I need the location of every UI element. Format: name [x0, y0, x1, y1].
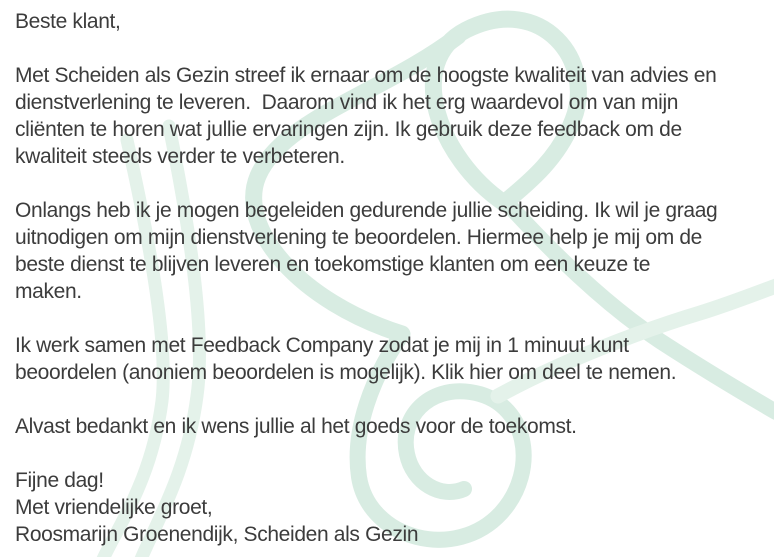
signature-line: Roosmarijn Groenendijk, Scheiden als Gezin	[15, 523, 419, 546]
paragraph-quality	[15, 62, 772, 170]
letter-line: maken.	[15, 280, 82, 303]
letter-line: uitnodigen om mijn dienstverlening te beoordelen. Hiermee help je mij om de	[15, 226, 702, 249]
closing-line: Met vriendelijke groet,	[15, 496, 213, 519]
letter-line: Ik werk samen met Feedback Company zodat je mij in 1 minuut kunt	[15, 334, 629, 357]
letter-body	[15, 8, 772, 548]
paragraph-invitation	[15, 197, 772, 305]
salutation-paragraph	[15, 8, 772, 35]
letter-line: Met Scheiden als Gezin streef ik ernaar om de hoogste kwaliteit van advies en	[15, 64, 717, 87]
salutation: Beste klant,	[15, 10, 121, 33]
letter-line: Onlangs heb ik je mogen begeleiden gedurende jullie scheiding. Ik wil je graag	[15, 199, 718, 222]
letter-line: Alvast bedankt en ik wens jullie al het goeds voor de toekomst.	[15, 415, 577, 438]
closing-line: Fijne dag!	[15, 469, 104, 492]
paragraph-feedback-company	[15, 332, 772, 386]
paragraph-signature	[15, 467, 772, 548]
letter-line: beste dienst te blijven leveren en toekomstige klanten om een keuze te	[15, 253, 651, 276]
letter-line: kwaliteit steeds verder te verbeteren.	[15, 145, 345, 168]
letter-line: cliënten te horen wat jullie ervaringen zijn. Ik gebruik deze feedback om de	[15, 118, 682, 141]
letter-line: dienstverlening te leveren. Daarom vind ik het erg waardevol om van mijn	[15, 91, 679, 114]
paragraph-thanks	[15, 413, 772, 440]
letter-line-klik-hier[interactable]: beoordelen (anoniem beoordelen is mogelijk). Klik hier om deel te nemen.	[15, 361, 677, 384]
